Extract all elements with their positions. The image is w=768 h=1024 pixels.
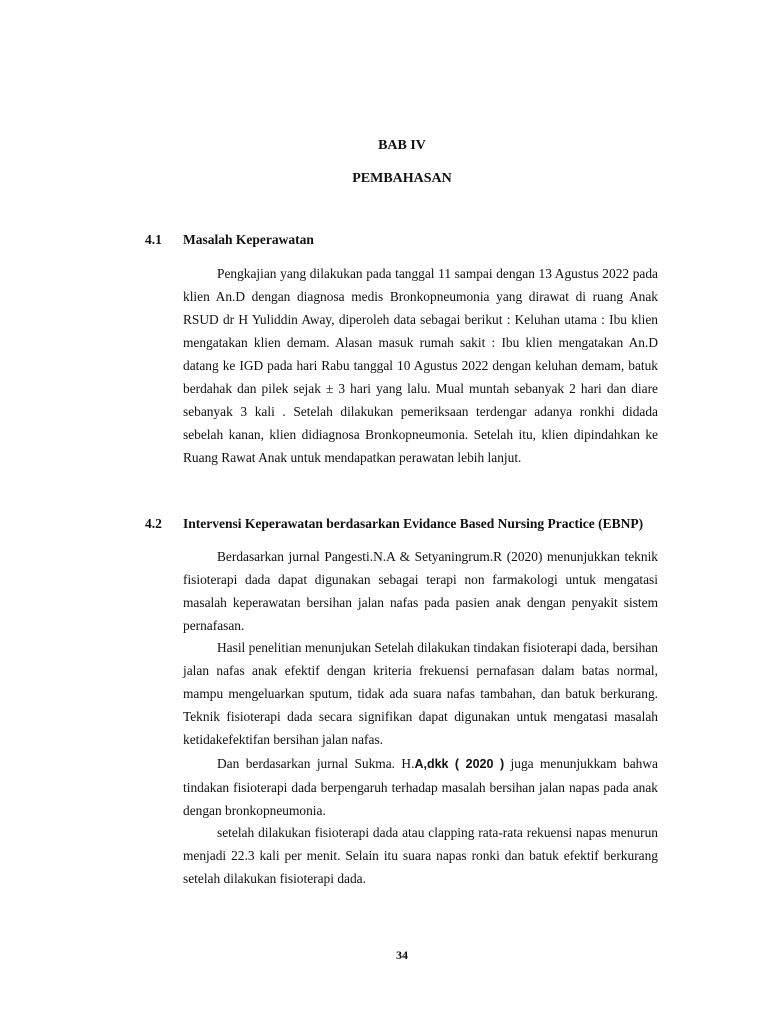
paragraph-text: juga menunjukkam bahwa tindakan fisioterapi dada berpengaruh terhadap masalah bersihan jalan napas pada anak dengan bronkopneumonia. bbox=[183, 756, 658, 818]
paragraph-journal-pangesti: Berdasarkan jurnal Pangesti.N.A & Setyaningrum.R (2020) menunjukkan teknik fisioterapi dada dapat digunakan sebagai terapi non farmakologi untuk mengatasi masalah keperawatan bersihan jalan nafas pada pasien anak dengan penyakit sistem pernafasan. bbox=[183, 549, 658, 633]
paragraph-assessment: Pengkajian yang dilakukan pada tanggal 11 sampai dengan 13 Agustus 2022 pada klien An.D dengan diagnosa medis Bronkopneumonia yang dirawat di ruang Anak RSUD dr H Yuliddin Away, diperoleh data sebagai berikut : Keluhan utama : Ibu klien mengatakan klien demam. Alasan masuk rumah sakit : Ibu klien mengatakan An.D datang ke IGD pada hari Rabu tanggal 10 Agustus 2022 dengan keluhan demam, batuk berdahak dan pilek sejak ± 3 hari yang lalu. Mual muntah sebanyak 2 hari dan diare sebanyak 3 kali . Setelah dilakukan pemeriksaan terdengar adanya ronkhi didada sebelah kanan, klien didiagnosa Bronkopneumonia. Setelah itu, klien dipindahkan ke Ruang Rawat Anak untuk mendapatkan perawatan lebih lanjut. bbox=[183, 266, 658, 465]
paragraph-research-result: Hasil penelitian menunjukan Setelah dilakukan tindakan fisioterapi dada, bersihan jalan nafas anak efektif dengan kriteria frekuensi pernafasan dalam batas normal, mampu mengeluarkan sputum, tidak ada suara nafas tambahan, dan batuk berkurang. Teknik fisioterapi dada secara signifikan dapat digunakan untuk mengatasi masalah ketidakefektifan bersihan jalan nafas. bbox=[183, 640, 658, 747]
paragraph-clapping-result: setelah dilakukan fisioterapi dada atau clapping rata-rata rekuensi napas menurun menjadi 22.3 kali per menit. Selain itu suara napas ronki dan batuk efektif berkurang setelah dilakukan fisioterapi dada. bbox=[183, 825, 658, 886]
section-heading-4-1 bbox=[145, 232, 665, 247]
section-number: 4.1 bbox=[145, 232, 162, 247]
section-title: Intervensi Keperawatan berdasarkan Evidance Based Nursing Practice (EBNP) bbox=[183, 516, 644, 531]
section-title: Masalah Keperawatan bbox=[183, 232, 314, 247]
page-number: 34 bbox=[396, 948, 408, 962]
paragraph-journal-sukma bbox=[183, 752, 658, 822]
citation-year: ( 2020 ) bbox=[454, 757, 505, 771]
citation-author: A,dkk bbox=[414, 757, 449, 771]
chapter-title: PEMBAHASAN bbox=[352, 171, 452, 186]
chapter-heading: BAB IV bbox=[378, 138, 426, 153]
paragraph-text: Dan berdasarkan jurnal Sukma. H. bbox=[217, 756, 415, 771]
section-heading-4-2 bbox=[145, 516, 665, 531]
section-number: 4.2 bbox=[145, 516, 162, 531]
